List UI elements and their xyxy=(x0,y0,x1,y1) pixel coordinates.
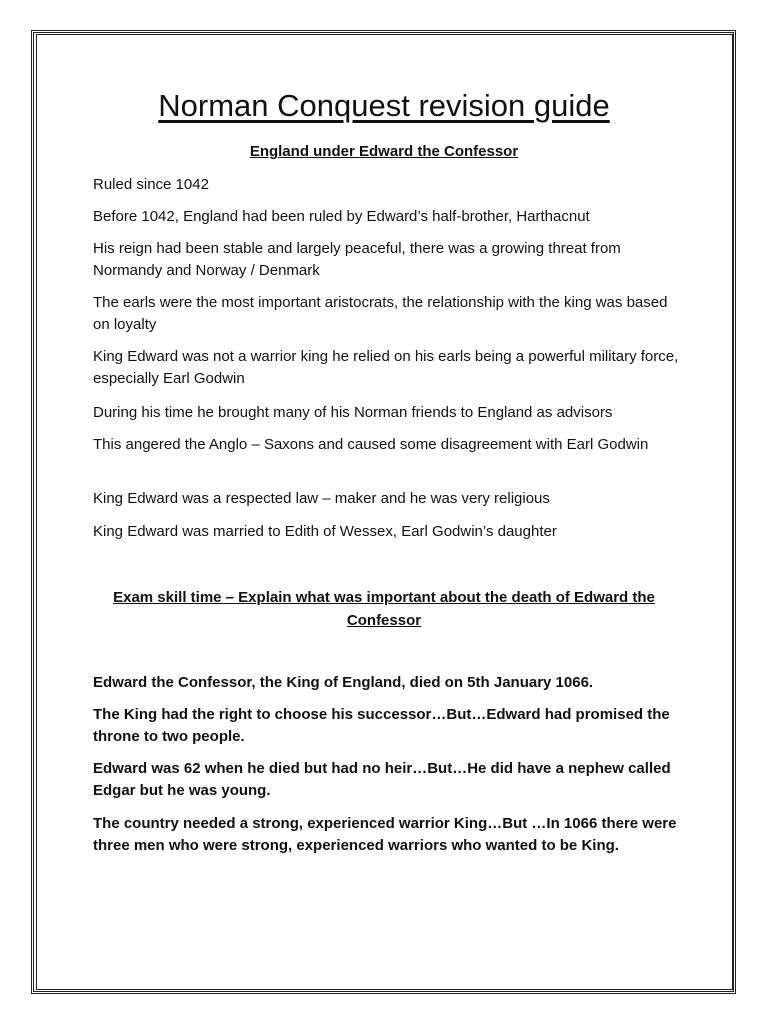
exam-point: Edward was 62 when he died but had no heir…But…He did have a nephew called Edgar but he was young. xyxy=(93,760,671,799)
paragraph: Ruled since 1042 xyxy=(93,176,209,193)
section-heading: England under Edward the Confessor xyxy=(249,143,519,160)
exam-point: The King had the right to choose his successor…But…Edward had promised the throne to two people. xyxy=(93,706,670,745)
exam-point: The country needed a strong, experienced warrior King…But …In 1066 there were three men who were strong, experienced warriors who wanted to be King. xyxy=(93,815,677,854)
paragraph: The earls were the most important aristocrats, the relationship with the king was based on loyalty xyxy=(93,294,668,333)
paragraph: King Edward was married to Edith of Wessex, Earl Godwin’s daughter xyxy=(93,523,557,540)
paragraph: King Edward was not a warrior king he relied on his earls being a powerful military force, especially Earl Godwin xyxy=(93,348,679,387)
paragraph: This angered the Anglo – Saxons and caused some disagreement with Earl Godwin xyxy=(93,436,649,453)
paragraph: His reign had been stable and largely peaceful, there was a growing threat from Normandy and Norway / Denmark xyxy=(93,240,621,279)
page-title: Norman Conquest revision guide xyxy=(158,88,610,123)
exam-heading: Exam skill time – Explain what was important about the death of Edward the Confessor xyxy=(113,589,655,629)
exam-point: Edward the Confessor, the King of England, died on 5th January 1066. xyxy=(93,674,594,691)
paragraph: King Edward was a respected law – maker and he was very religious xyxy=(93,490,550,507)
paragraph: Before 1042, England had been ruled by Edward’s half-brother, Harthacnut xyxy=(93,208,590,225)
paragraph: During his time he brought many of his Norman friends to England as advisors xyxy=(93,404,613,421)
